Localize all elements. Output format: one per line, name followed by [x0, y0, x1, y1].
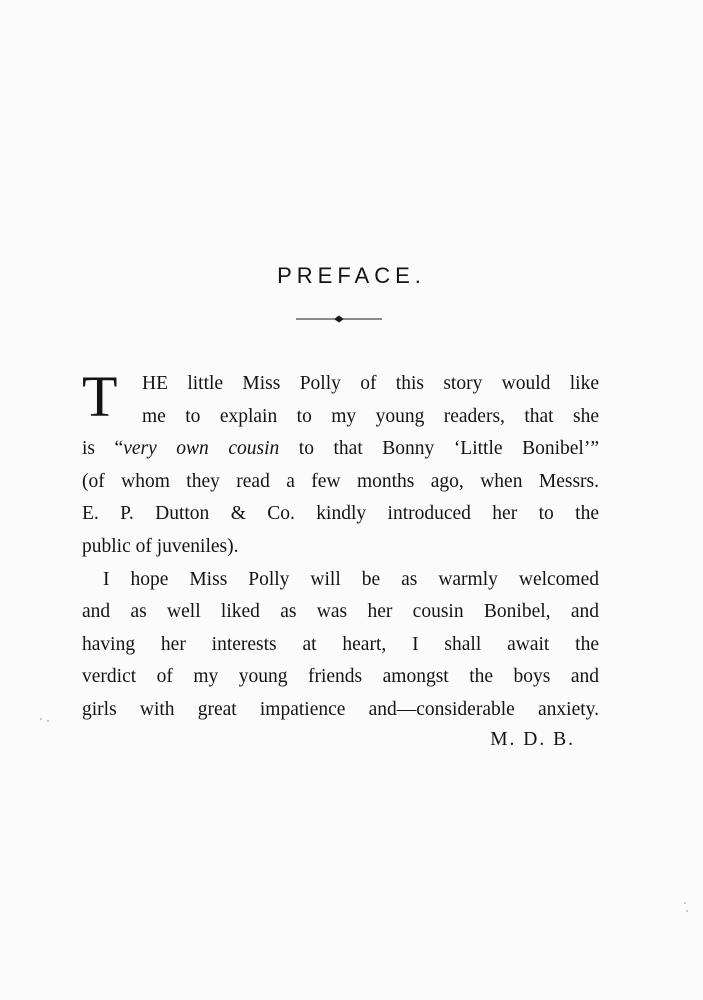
text-line: verdict of my young friends amongst the boys and [82, 666, 599, 688]
text-line: me to explain to my young readers, that she [142, 405, 599, 427]
text-line: E. P. Dutton & Co. kindly introduced her to the [82, 503, 599, 525]
page-title: PREFACE. [277, 262, 426, 288]
text-line: I hope Miss Polly will be as warmly welcomed [103, 568, 599, 590]
text-fragment: to that Bonny ‘Little Bonibel’” [279, 438, 599, 460]
text-line: HE little Miss Polly of this story would like [142, 373, 599, 394]
text-fragment: is “ [82, 438, 124, 460]
text-line: having her interests at heart, I shall await the [82, 633, 599, 655]
paper-speck [47, 720, 49, 722]
preface-body [82, 364, 599, 727]
paper-speck [40, 718, 42, 720]
paper-speck [686, 910, 688, 912]
italic-phrase: very own cousin [123, 438, 280, 460]
text-line [82, 433, 599, 466]
paper-speck [684, 902, 686, 904]
ornamental-rule [296, 313, 382, 325]
text-line: (of whom they read a few months ago, when Messrs. [82, 470, 599, 492]
text-line: and as well liked as was her cousin Bonibel, and [82, 601, 599, 623]
text-line: girls with great impatience and—considerable anxiety. [82, 698, 599, 720]
diamond-ornament-icon [334, 316, 344, 323]
drop-cap: T [82, 364, 118, 429]
text-line: public of juveniles). [82, 535, 239, 557]
author-signature: M. D. B. [490, 729, 575, 750]
